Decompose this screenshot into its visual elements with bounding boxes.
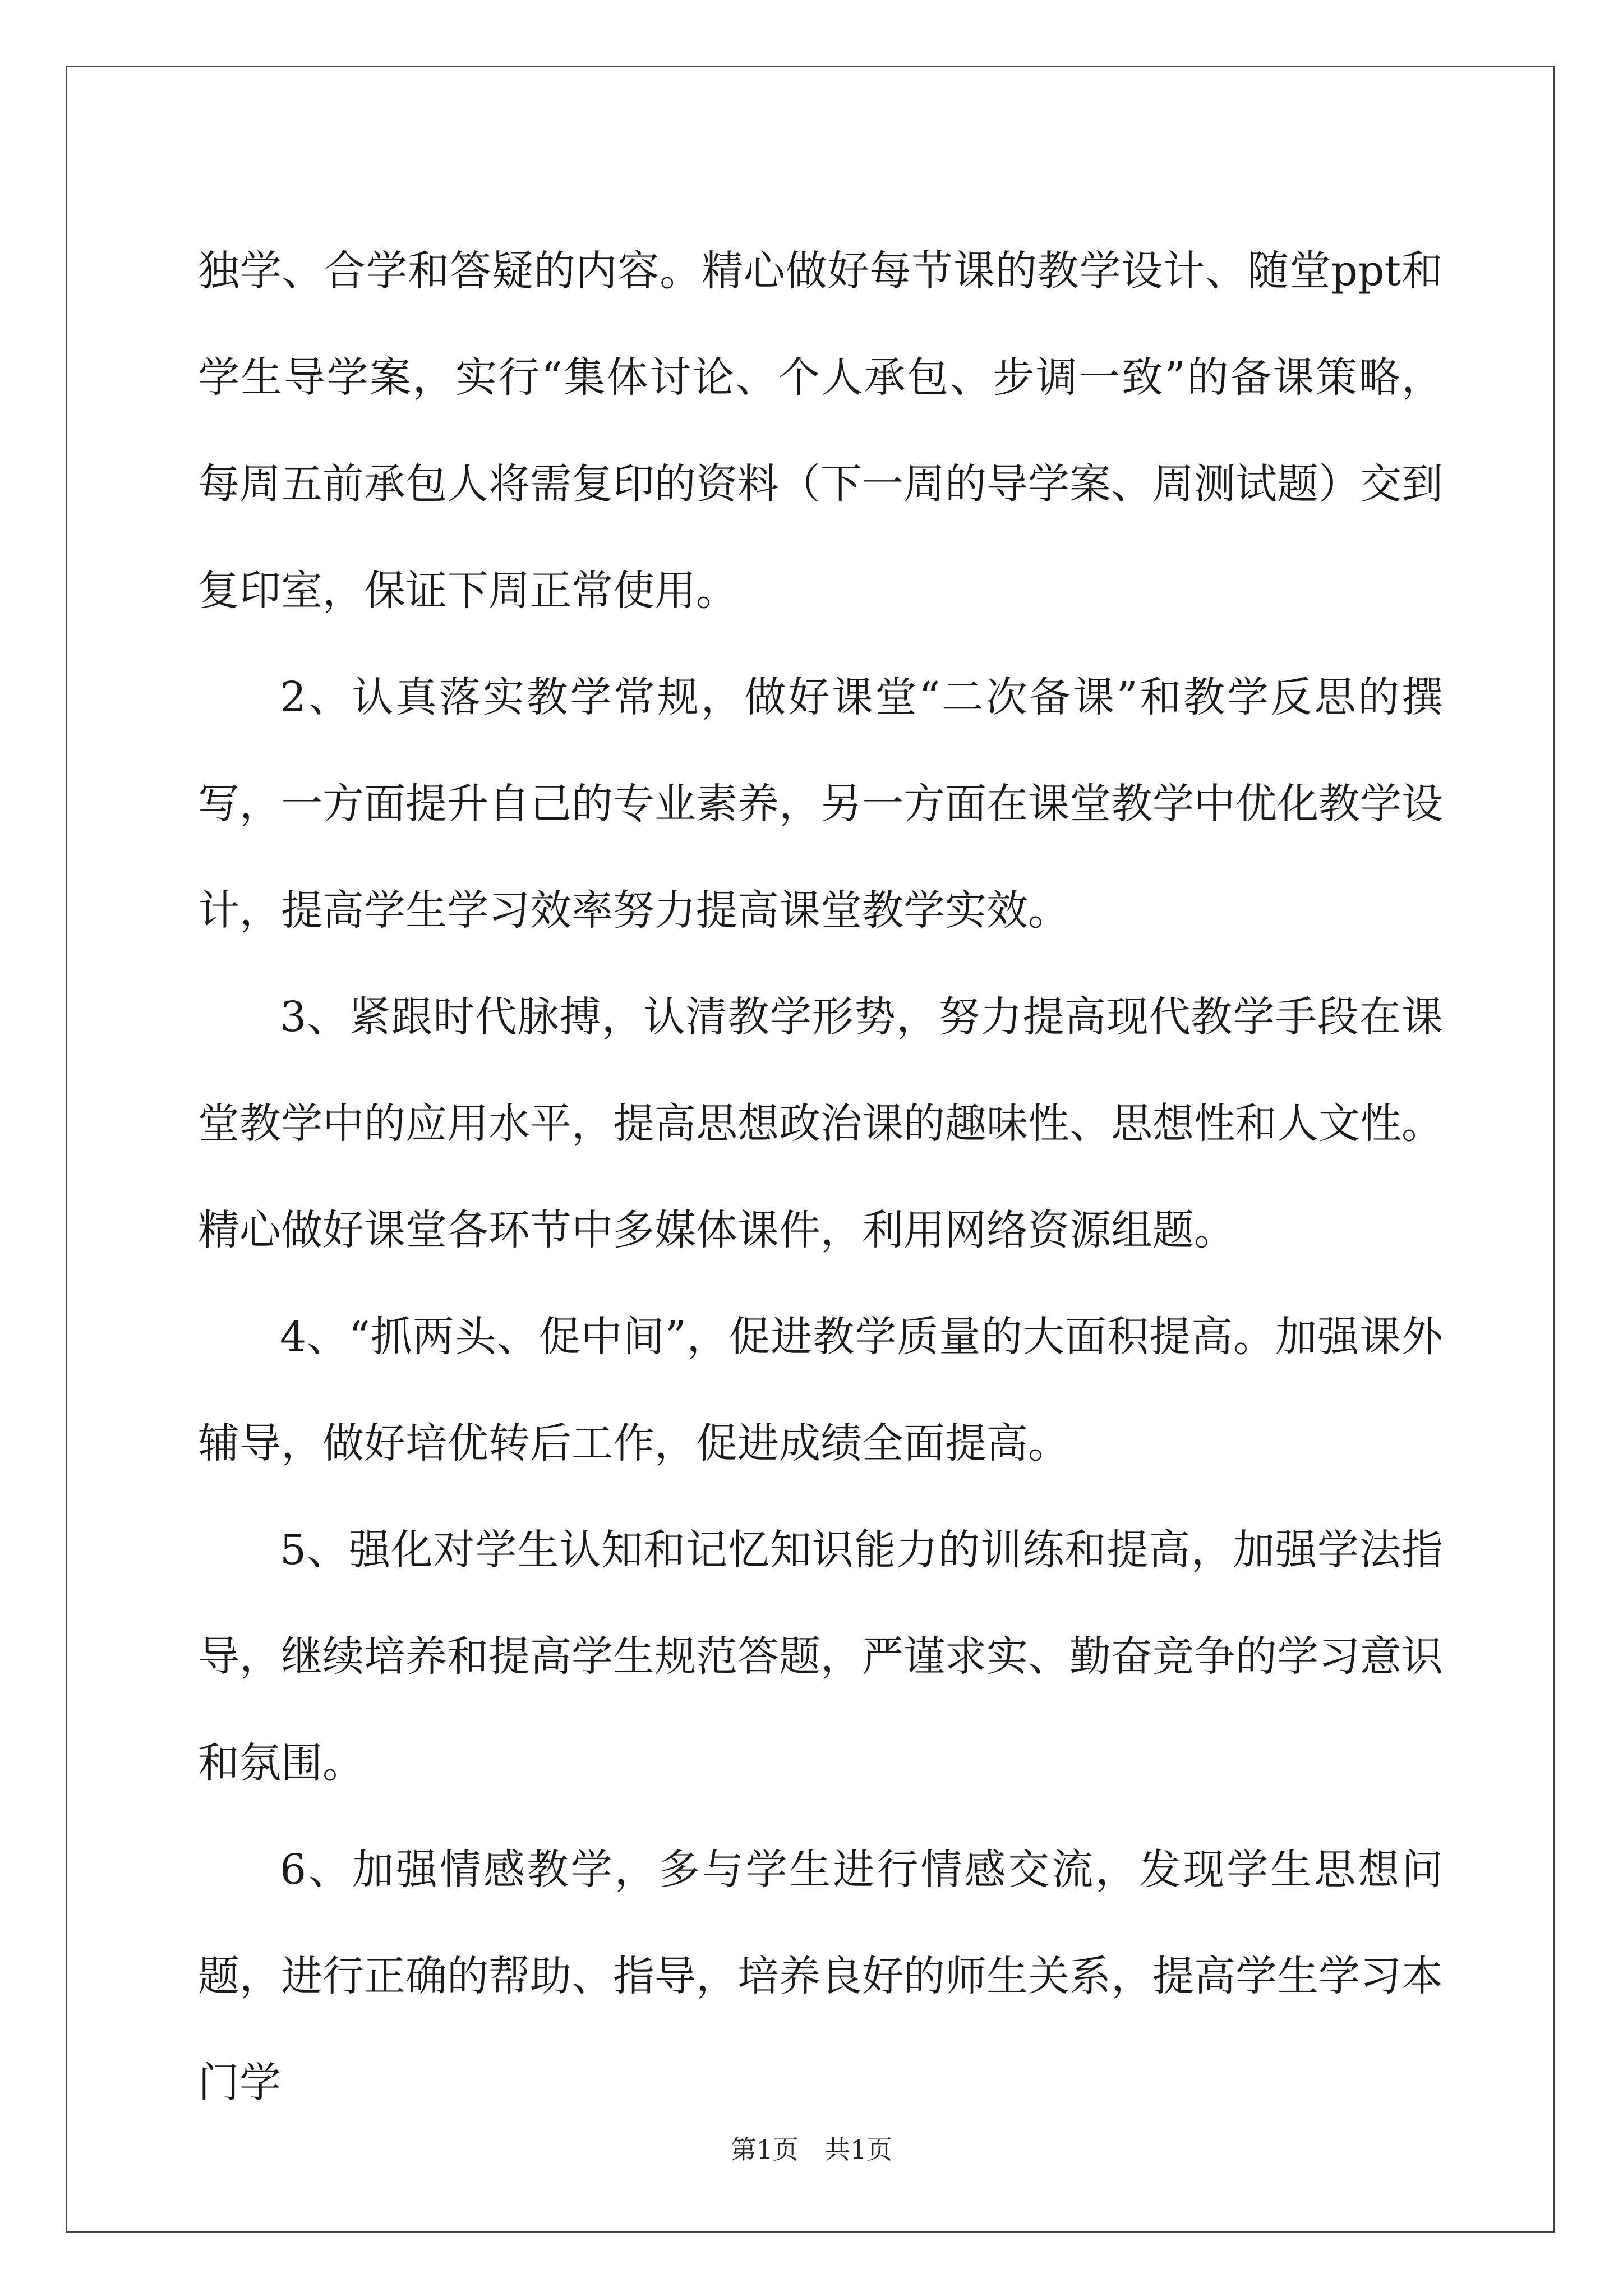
paragraph: 6、加强情感教学，多与学生进行情感交流，发现学生思想问题，进行正确的帮助、指导，培养良好的师生关系，提高学生学习本门学 — [198, 1846, 1443, 2107]
paragraph: 独学、合学和答疑的内容。精心做好每节课的教学设计、随堂ppt和学生导学案，实行“集体讨论、个人承包、步调一致”的备课策略，每周五前承包人将需复印的资料（下一周的导学案、周测试题）交到复印室，保证下周正常使用。 — [198, 247, 1443, 615]
paragraph: 5、强化对学生认知和记忆知识能力的训练和提高，加强学法指导，继续培养和提高学生规范答题，严谨求实、勤奋竞争的学习意识和氛围。 — [198, 1526, 1443, 1787]
page-number-footer: 第1页 共1页 — [730, 2134, 893, 2165]
paragraph: 3、紧跟时代脉搏，认清教学形势，努力提高现代教学手段在课堂教学中的应用水平，提高思想政治课的趣味性、思想性和人文性。精心做好课堂各环节中多媒体课件，利用网络资源组题。 — [198, 993, 1443, 1254]
paragraph: 2、认真落实教学常规，做好课堂“二次备课”和教学反思的撰写，一方面提升自己的专业素养，另一方面在课堂教学中优化教学设计，提高学生学习效率努力提高课堂教学实效。 — [198, 673, 1443, 935]
document-body — [198, 218, 1443, 2136]
paragraph: 4、“抓两头、促中间”，促进教学质量的大面积提高。加强课外辅导，做好培优转后工作，促进成绩全面提高。 — [198, 1313, 1443, 1467]
